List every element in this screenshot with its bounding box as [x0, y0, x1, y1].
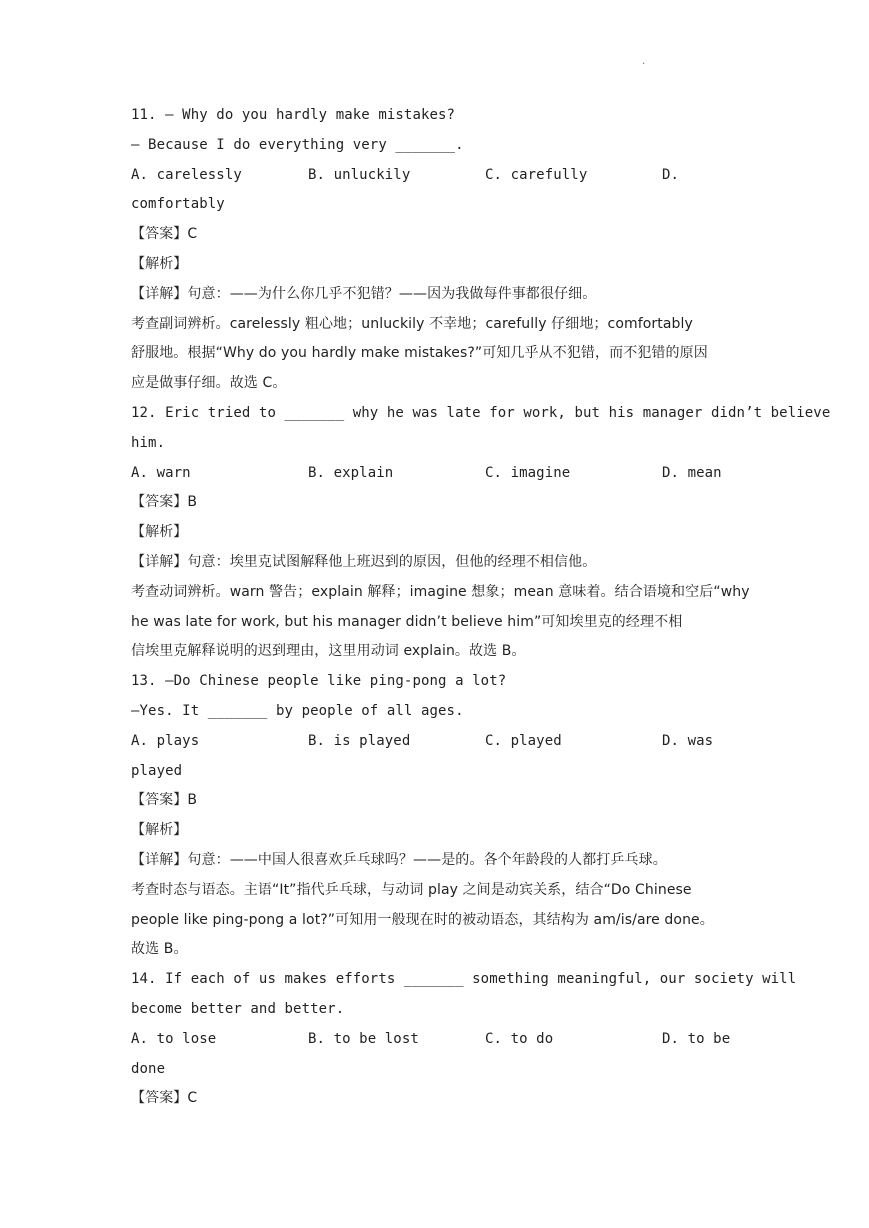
q11-option-wrap: comfortably — [131, 196, 225, 213]
q13-explanation-2: people like ping-pong a lot?”可知用一般现在时的被动语态，其结构为 am/is/are done。 — [131, 911, 714, 928]
q12-answer: 【答案】B — [131, 494, 198, 511]
q12-options — [131, 459, 737, 489]
q11-option-a: A. carelessly — [131, 166, 242, 183]
q12-explanation-2: he was late for work, but his manager didn’t believe him”可知埃里克的经理不相 — [131, 613, 683, 630]
q13-option-c: C. played — [485, 732, 562, 749]
q11-options — [131, 161, 737, 191]
q14-option-a: A. to lose — [131, 1030, 217, 1047]
q13-option-a: A. plays — [131, 732, 200, 749]
q12-option-b: B. explain — [308, 464, 394, 481]
q11-option-c: C. carefully — [485, 166, 588, 183]
q13-option-d: D. was — [662, 732, 714, 749]
q13-option-wrap: played — [131, 762, 183, 779]
q14-stem: 14. If each of us makes efforts _______ something meaningful, our society will — [131, 971, 797, 988]
q13-reply: —Yes. It _______ by people of all ages. — [131, 702, 464, 719]
q13-stem: 13. —Do Chinese people like ping-pong a lot? — [131, 673, 507, 690]
q11-analysis-heading: 【解析】 — [131, 255, 188, 272]
q12-option-a: A. warn — [131, 464, 191, 481]
q13-option-b: B. is played — [308, 732, 411, 749]
q11-detail: 【详解】句意：——为什么你几乎不犯错？——因为我做每件事都很仔细。 — [131, 285, 597, 302]
q11-stem: 11. — Why do you hardly make mistakes? — [131, 107, 456, 123]
q11-option-b: B. unluckily — [308, 166, 411, 183]
q12-explanation-3: 信埃里克解释说明的迟到理由，这里用动词 explain。故选 B。 — [131, 643, 526, 660]
q14-stem-wrap: become better and better. — [131, 1000, 345, 1017]
q13-explanation-1: 考查时态与语态。主语“It”指代乒乓球，与动词 play 之间是动宾关系，结合“Do Chinese — [131, 881, 692, 898]
q12-detail: 【详解】句意：埃里克试图解释他上班迟到的原因，但他的经理不相信他。 — [131, 553, 597, 570]
q13-answer: 【答案】B — [131, 792, 198, 809]
q14-option-b: B. to be lost — [308, 1030, 419, 1047]
q13-detail: 【详解】句意：——中国人很喜欢乒乓球吗？——是的。各个年龄段的人都打乒乓球。 — [131, 851, 667, 868]
q12-stem-wrap: him. — [131, 434, 166, 451]
q11-explanation-2: 舒服地。根据“Why do you hardly make mistakes?”可知几乎从不犯错，而不犯错的原因 — [131, 345, 708, 362]
q12-option-d: D. mean — [662, 464, 722, 481]
q12-analysis-heading: 【解析】 — [131, 524, 188, 541]
q11-answer: 【答案】C — [131, 226, 198, 243]
q13-options — [131, 727, 737, 757]
q12-option-c: C. imagine — [485, 464, 571, 481]
q14-option-c: C. to do — [485, 1030, 554, 1047]
q12-explanation-1: 考查动词辨析。warn 警告；explain 解释；imagine 想象；mean 意味着。结合语境和空后“why — [131, 583, 750, 600]
q11-explanation-3: 应是做事仔细。故选 C。 — [131, 375, 287, 392]
q14-answer: 【答案】C — [131, 1090, 198, 1107]
question-document — [131, 101, 831, 1114]
q13-explanation-3: 故选 B。 — [131, 941, 188, 958]
q11-explanation-1: 考查副词辨析。carelessly 粗心地；unluckily 不幸地；carefully 仔细地；comfortably — [131, 315, 693, 332]
q14-options — [131, 1025, 737, 1055]
q13-analysis-heading: 【解析】 — [131, 822, 188, 839]
q14-option-d: D. to be — [662, 1030, 731, 1047]
q12-stem: 12. Eric tried to _______ why he was late for work, but his manager didn’t believe — [131, 404, 831, 421]
q14-option-wrap: done — [131, 1060, 166, 1077]
header-mark: . — [642, 56, 646, 67]
q11-option-d: D. — [662, 166, 680, 183]
q11-reply: — Because I do everything very _______. — [131, 136, 464, 153]
